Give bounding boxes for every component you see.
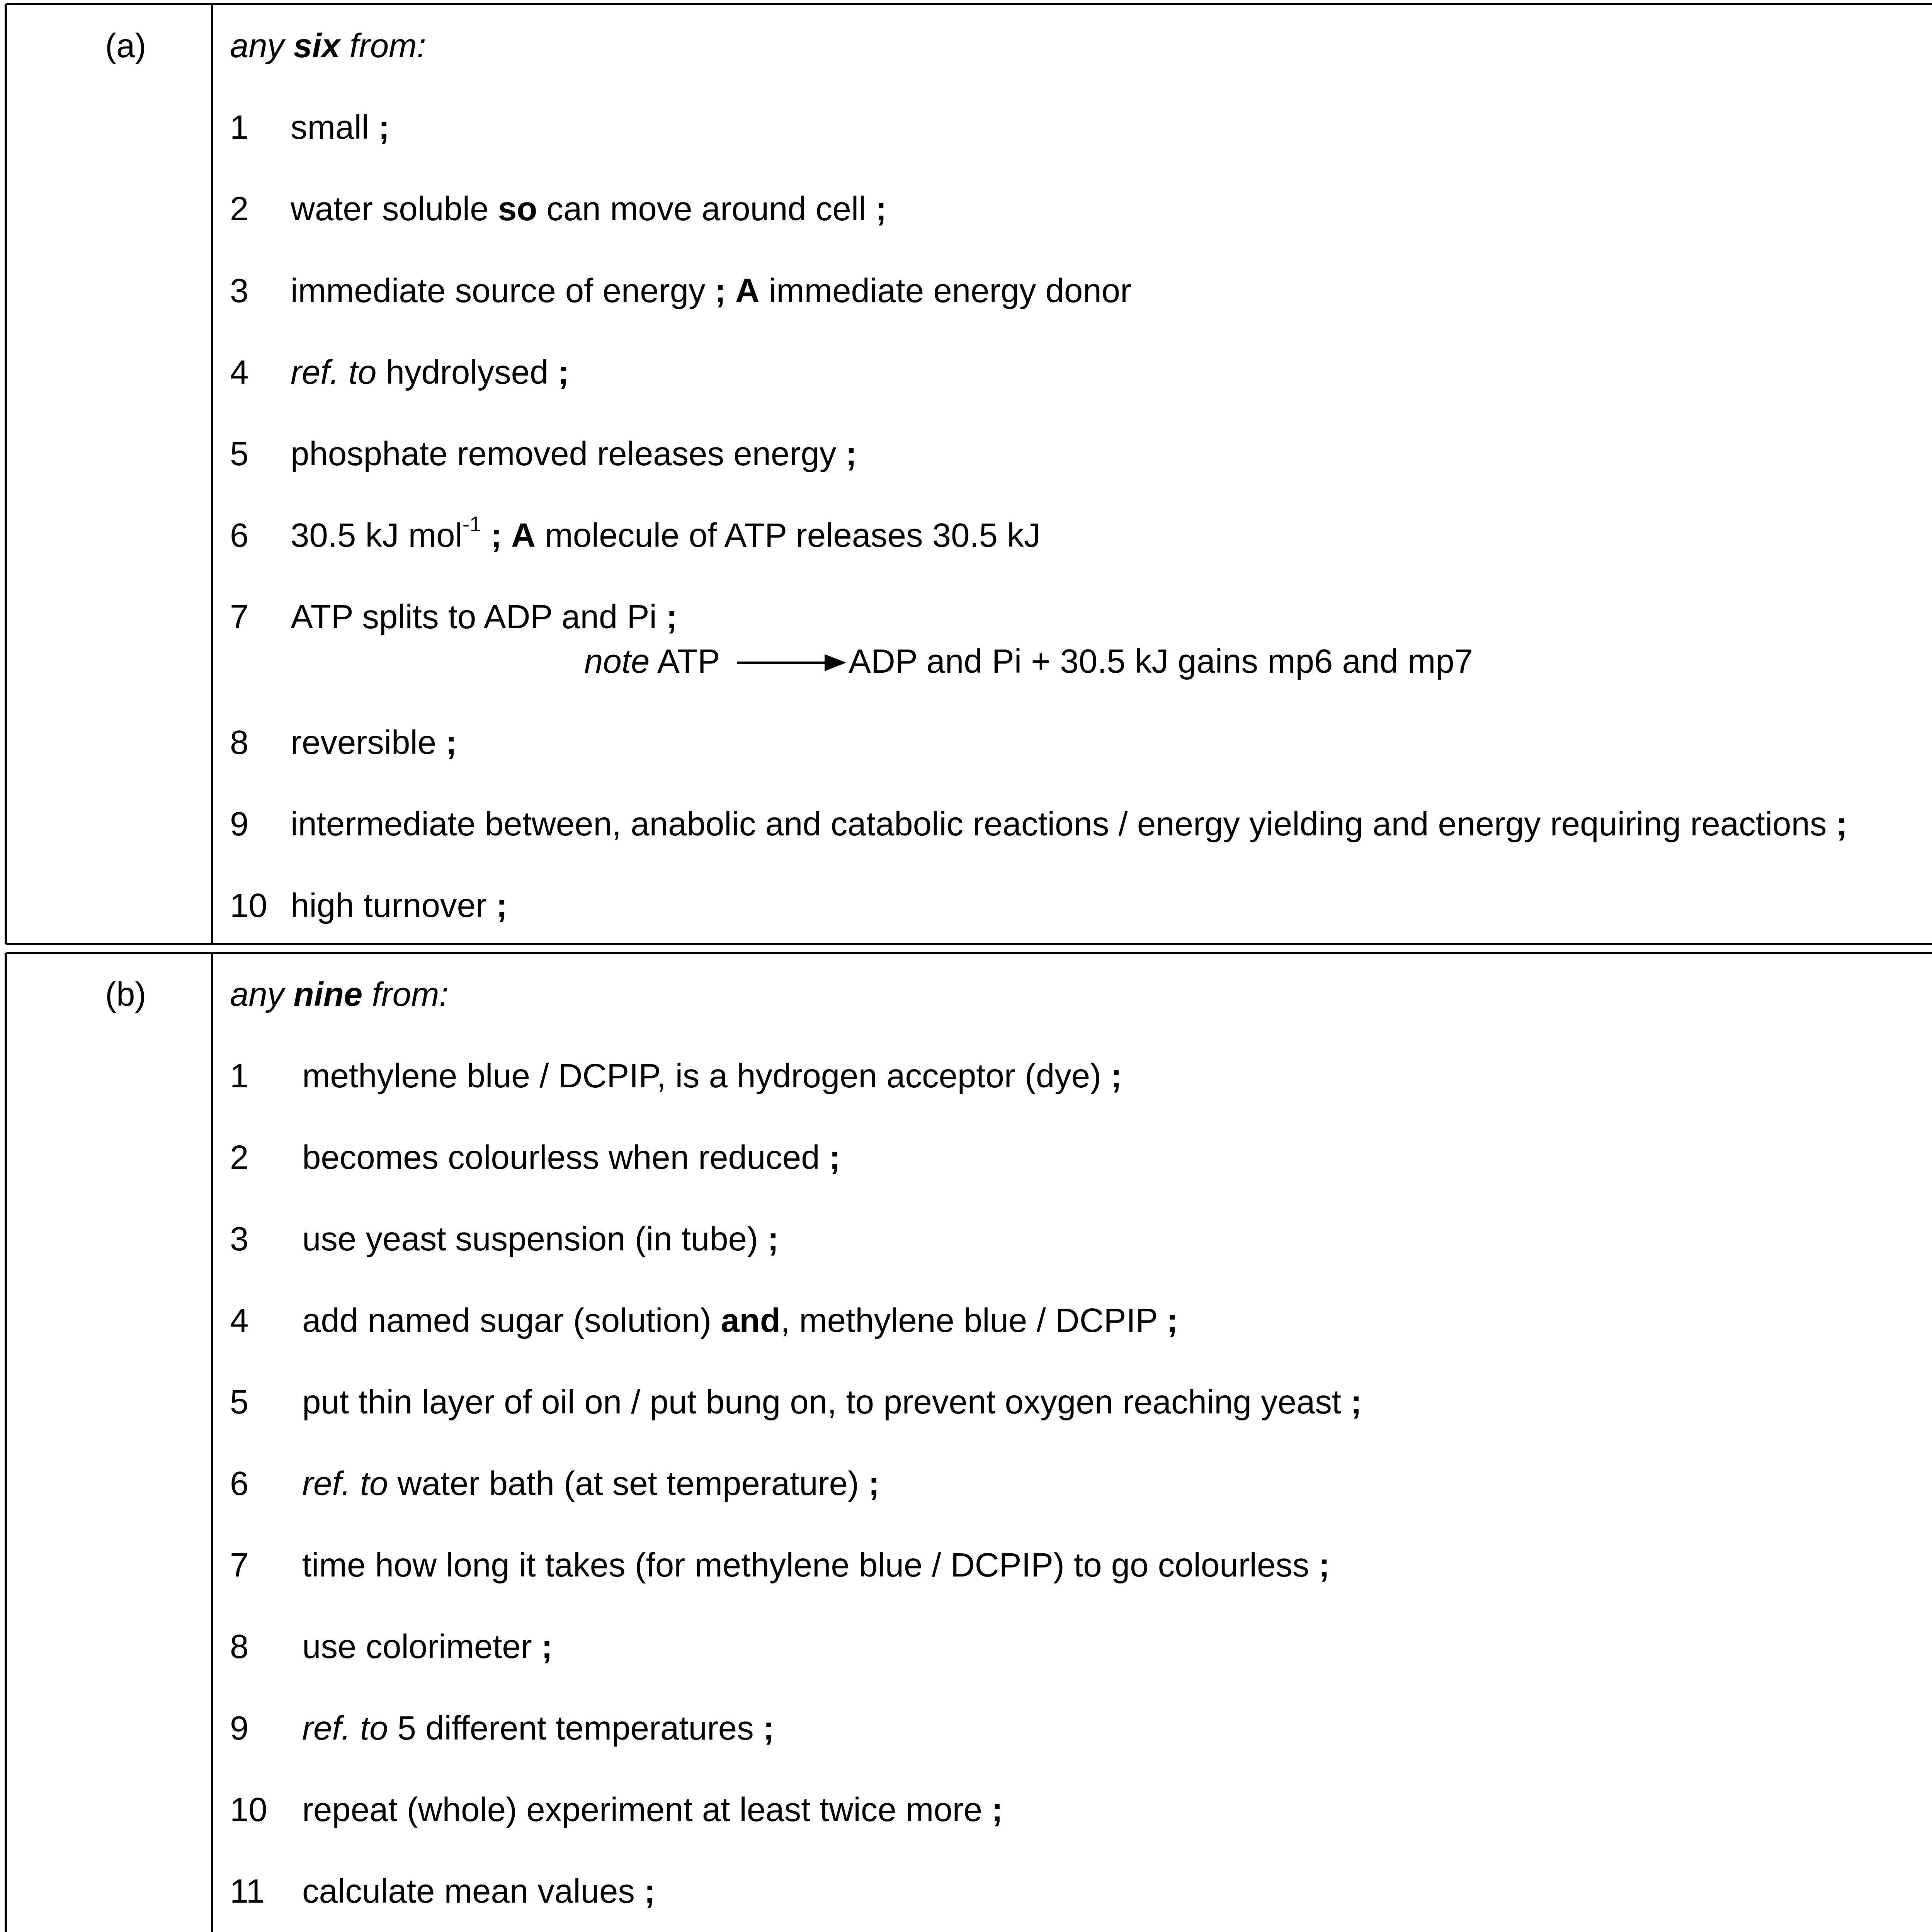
point-number: 7 [230, 1546, 249, 1584]
part-b-intro: any nine from: [230, 976, 449, 1013]
mark-point: add named sugar (solution) and, methylene blue / DCPIP ; [302, 1302, 1178, 1339]
point-number: 2 [230, 190, 249, 228]
point-number: 8 [230, 1628, 249, 1665]
mark-point: methylene blue / DCPIP, is a hydrogen acceptor (dye) ; [302, 1057, 1122, 1095]
point-number: 9 [230, 805, 249, 843]
mark-point: water soluble so can move around cell ; [291, 190, 887, 228]
mark-point: high turnover ; [291, 887, 507, 924]
mark-point: ref. to water bath (at set temperature) ; [302, 1465, 880, 1502]
point-number: 4 [230, 1302, 249, 1339]
mark-point: intermediate between, anabolic and catabolic reactions / energy yielding and energy requiring reactions ; [291, 805, 1847, 843]
mark-point: immediate source of energy ; A immediate energy donor [291, 272, 1132, 310]
point-number: 2 [230, 1139, 249, 1176]
part-b-label: (b) [105, 976, 146, 1013]
mark-point: ref. to hydrolysed ; [291, 354, 569, 391]
mark-point: becomes colourless when reduced ; [302, 1139, 840, 1176]
mark-point: ATP splits to ADP and Pi ; [291, 598, 677, 636]
mark-point: put thin layer of oil on / put bung on, to prevent oxygen reaching yeast ; [302, 1383, 1362, 1421]
point-number: 1 [230, 1057, 249, 1095]
mark-point: time how long it takes (for methylene blue / DCPIP) to go colourless ; [302, 1546, 1330, 1584]
point-number: 6 [230, 1465, 249, 1502]
part-a-intro: any six from: [230, 27, 426, 65]
mark-point: phosphate removed releases energy ; [291, 435, 857, 473]
point-number: 5 [230, 1383, 249, 1421]
mark-point-note-result: ADP and Pi + 30.5 kJ gains mp6 and mp7 [849, 643, 1473, 680]
point-number: 3 [230, 1220, 249, 1258]
mark-point: repeat (whole) experiment at least twice more ; [302, 1791, 1003, 1828]
mark-point: use colorimeter ; [302, 1628, 553, 1665]
point-number: 9 [230, 1709, 249, 1747]
mark-point: use yeast suspension (in tube) ; [302, 1220, 779, 1258]
mark-point: ref. to 5 different temperatures ; [302, 1709, 774, 1747]
point-number: 8 [230, 724, 249, 761]
point-number: 10 [230, 887, 267, 924]
mark-point-note: note ATP [584, 643, 720, 680]
point-number: 6 [230, 517, 249, 554]
point-number: 3 [230, 272, 249, 310]
point-number: 1 [230, 109, 249, 146]
mark-point: calculate mean values ; [302, 1872, 655, 1910]
part-a-label: (a) [105, 27, 146, 65]
mark-point: 30.5 kJ mol$^{-1}$ ; A molecule of ATP releases 30.5 kJ [291, 512, 1041, 554]
point-number: 5 [230, 435, 249, 473]
point-number: 10 [230, 1791, 267, 1828]
point-number: 11 [230, 1872, 265, 1910]
point-number: 7 [230, 598, 249, 636]
mark-point: small ; [291, 109, 390, 146]
arrow-right-icon [737, 649, 849, 676]
mark-point: reversible ; [291, 724, 457, 761]
point-number: 4 [230, 354, 249, 391]
